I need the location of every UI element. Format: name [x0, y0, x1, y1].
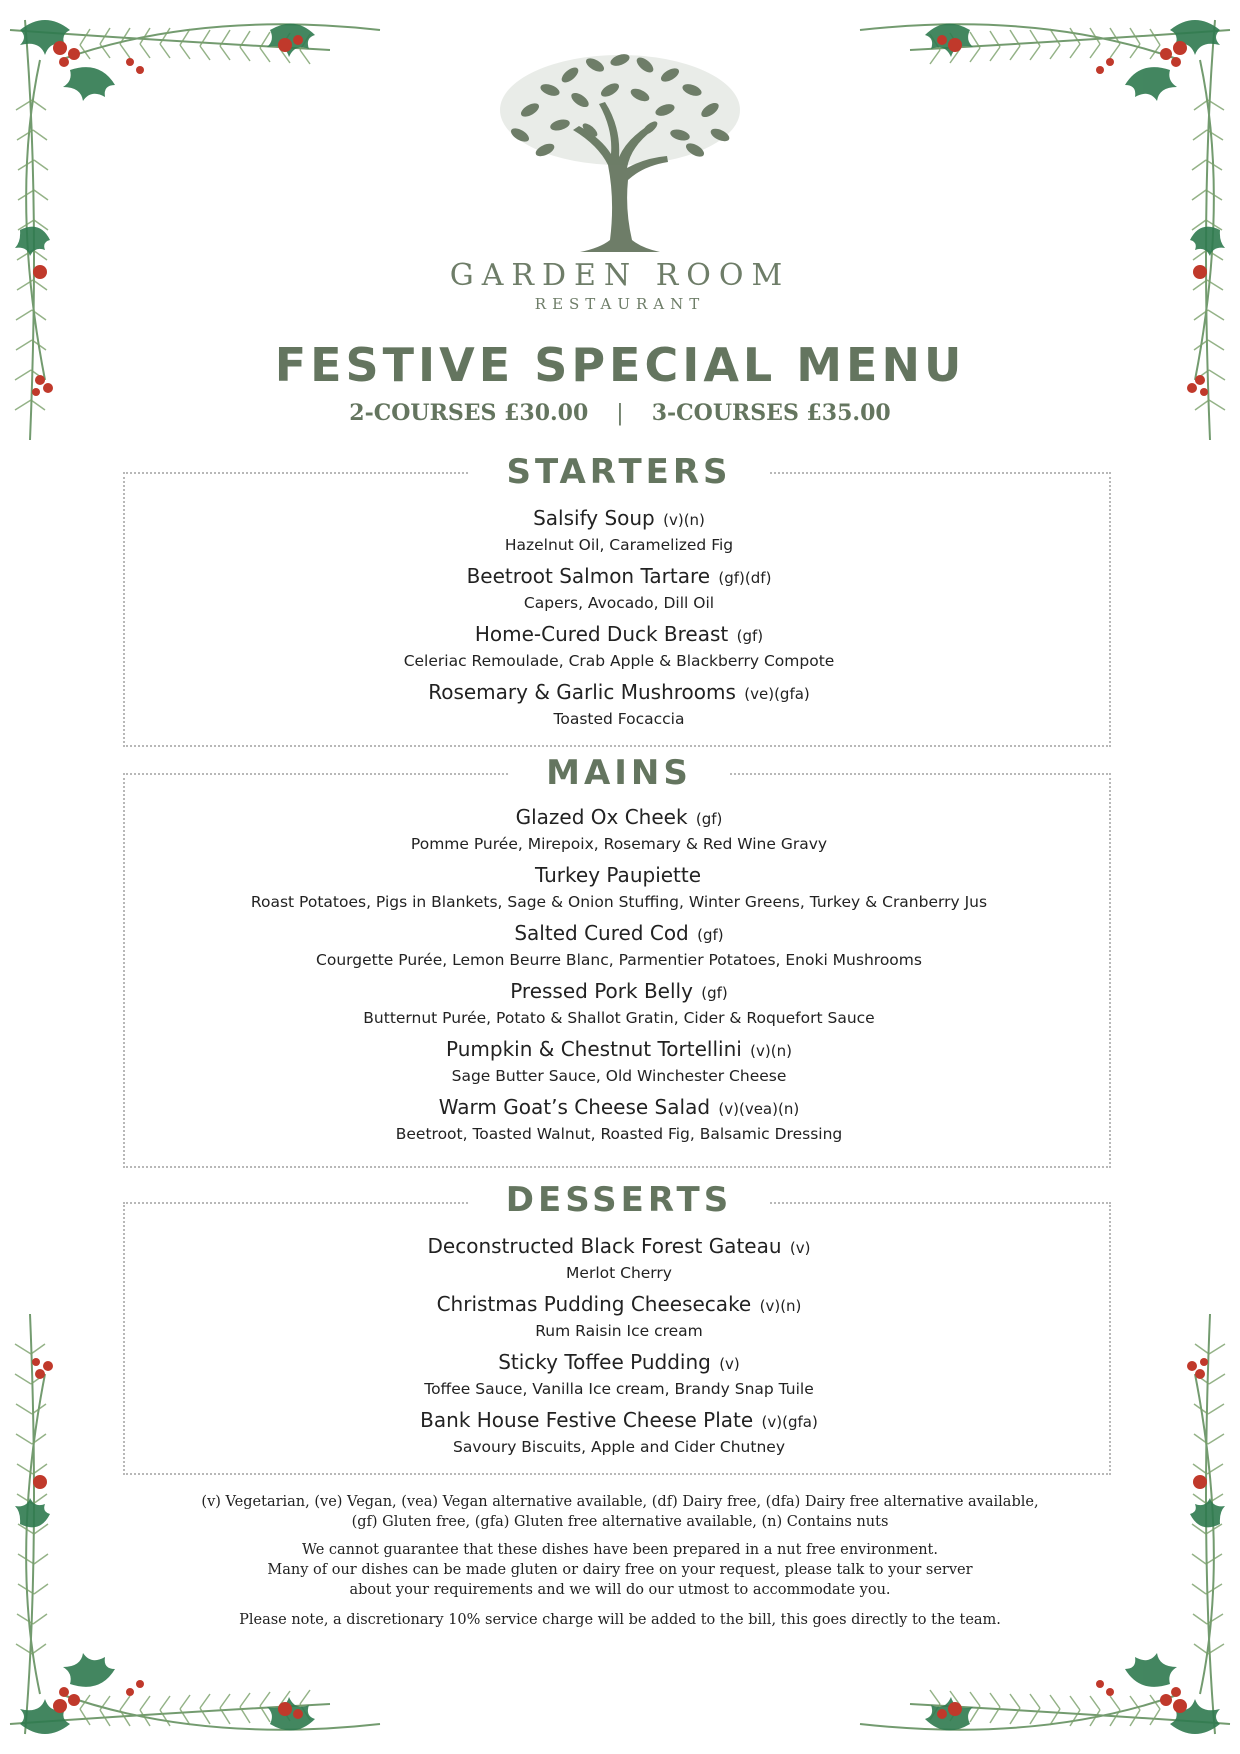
list-item — [123, 803, 1115, 861]
list-item — [123, 861, 1115, 919]
dietary-tags: (v)(n) — [759, 1297, 802, 1315]
dish-name: Warm Goat’s Cheese Salad — [438, 1095, 711, 1119]
list-item — [123, 620, 1115, 678]
dish-name: Beetroot Salmon Tartare — [466, 564, 711, 588]
dish-description: Hazelnut Oil, Caramelized Fig — [504, 536, 734, 554]
dish-name: Deconstructed Black Forest Gateau — [427, 1234, 782, 1258]
dish-description: Roast Potatoes, Pigs in Blankets, Sage & Onion Stuffing, Winter Greens, Turkey & Cranberry Jus — [250, 893, 988, 911]
allergy-line: We cannot guarantee that these dishes have been prepared in a nut free environment. — [301, 1542, 938, 1558]
dish-description: Courgette Purée, Lemon Beurre Blanc, Parmentier Potatoes, Enoki Mushrooms — [316, 951, 922, 969]
price-separator: | — [616, 401, 624, 426]
dish-description: Pomme Purée, Mirepoix, Rosemary & Red Wine Gravy — [410, 835, 828, 853]
tree-icon — [470, 40, 770, 260]
dish-name: Pressed Pork Belly — [510, 979, 693, 1003]
dish-name: Salted Cured Cod — [514, 921, 689, 945]
dish-description: Rum Raisin Ice cream — [535, 1322, 703, 1340]
list-item — [123, 977, 1115, 1035]
list-item — [123, 1035, 1115, 1093]
dish-name: Rosemary & Garlic Mushrooms — [428, 680, 736, 704]
dish-name: Salsify Soup — [533, 506, 655, 530]
list-item — [123, 504, 1115, 562]
list-item — [123, 562, 1115, 620]
dietary-tags: (v)(gfa) — [761, 1413, 818, 1431]
three-course-price: 3-COURSES £35.00 — [651, 400, 891, 426]
dietary-tags: (v) — [789, 1239, 811, 1257]
list-item — [123, 1290, 1115, 1348]
list-item — [123, 919, 1115, 977]
dietary-tags: (gf) — [695, 810, 723, 828]
dish-description: Toffee Sauce, Vanilla Ice cream, Brandy Snap Tuile — [424, 1380, 814, 1398]
dish-name: Pumpkin & Chestnut Tortellini — [446, 1037, 742, 1061]
starters-heading: STARTERS — [123, 452, 1115, 492]
dietary-tags: (gf)(df) — [718, 569, 772, 587]
service-charge-note: Please note, a discretionary 10% service charge will be added to the bill, this goes directly to the team. — [239, 1612, 1001, 1628]
dish-description: Celeriac Remoulade, Crab Apple & Blackberry Compote — [403, 652, 835, 670]
allergy-notice — [0, 1540, 1240, 1600]
list-item — [123, 1406, 1115, 1464]
dietary-tags: (v) — [719, 1355, 740, 1373]
allergy-line: about your requirements and we will do our utmost to accommodate you. — [349, 1582, 891, 1598]
dietary-tags: (ve)(gfa) — [744, 685, 810, 703]
dietary-tags: (gf) — [697, 926, 724, 944]
price-line — [0, 400, 1240, 426]
dietary-tags: (v)(vea)(n) — [718, 1100, 800, 1118]
allergy-line: Many of our dishes can be made gluten or dairy free on your request, please talk to your server — [267, 1562, 973, 1578]
dish-name: Glazed Ox Cheek — [515, 805, 688, 829]
dietary-tags: (gf) — [701, 984, 728, 1002]
dish-description: Butternut Purée, Potato & Shallot Gratin, Cider & Roquefort Sauce — [363, 1009, 875, 1027]
legend-line: (gf) Gluten free, (gfa) Gluten free alternative available, (n) Contains nuts — [351, 1514, 889, 1530]
dish-name: Turkey Paupiette — [534, 863, 702, 887]
dietary-tags: (gf) — [736, 627, 764, 645]
dish-name: Bank House Festive Cheese Plate — [420, 1408, 754, 1432]
dish-description: Beetroot, Toasted Walnut, Roasted Fig, Balsamic Dressing — [395, 1125, 843, 1143]
brand-name: GARDEN ROOM — [449, 258, 791, 293]
dish-description: Toasted Focaccia — [553, 710, 685, 728]
brand-subtitle: RESTAURANT — [534, 295, 706, 313]
dish-name: Sticky Toffee Pudding — [498, 1350, 711, 1374]
list-item — [123, 1348, 1115, 1406]
list-item — [123, 1232, 1115, 1290]
menu-title: FESTIVE SPECIAL MENU — [274, 338, 966, 392]
legend-line: (v) Vegetarian, (ve) Vegan, (vea) Vegan alternative available, (df) Dairy free, (dfa) Dairy free alternative available, — [201, 1494, 1039, 1510]
list-item — [123, 1093, 1115, 1151]
dish-description: Savoury Biscuits, Apple and Cider Chutney — [453, 1438, 785, 1456]
list-item — [123, 678, 1115, 736]
mains-heading: MAINS — [123, 753, 1115, 793]
dish-name: Christmas Pudding Cheesecake — [436, 1292, 752, 1316]
dietary-tags: (v)(n) — [663, 511, 705, 529]
dietary-legend — [0, 1492, 1240, 1532]
dietary-tags: (v)(n) — [750, 1042, 792, 1060]
dish-description: Capers, Avocado, Dill Oil — [523, 594, 715, 612]
dish-name: Home-Cured Duck Breast — [474, 622, 729, 646]
desserts-heading: DESSERTS — [123, 1180, 1115, 1220]
dish-description: Merlot Cherry — [566, 1264, 672, 1282]
two-course-price: 2-COURSES £30.00 — [349, 400, 589, 426]
dish-description: Sage Butter Sauce, Old Winchester Cheese — [451, 1067, 787, 1085]
